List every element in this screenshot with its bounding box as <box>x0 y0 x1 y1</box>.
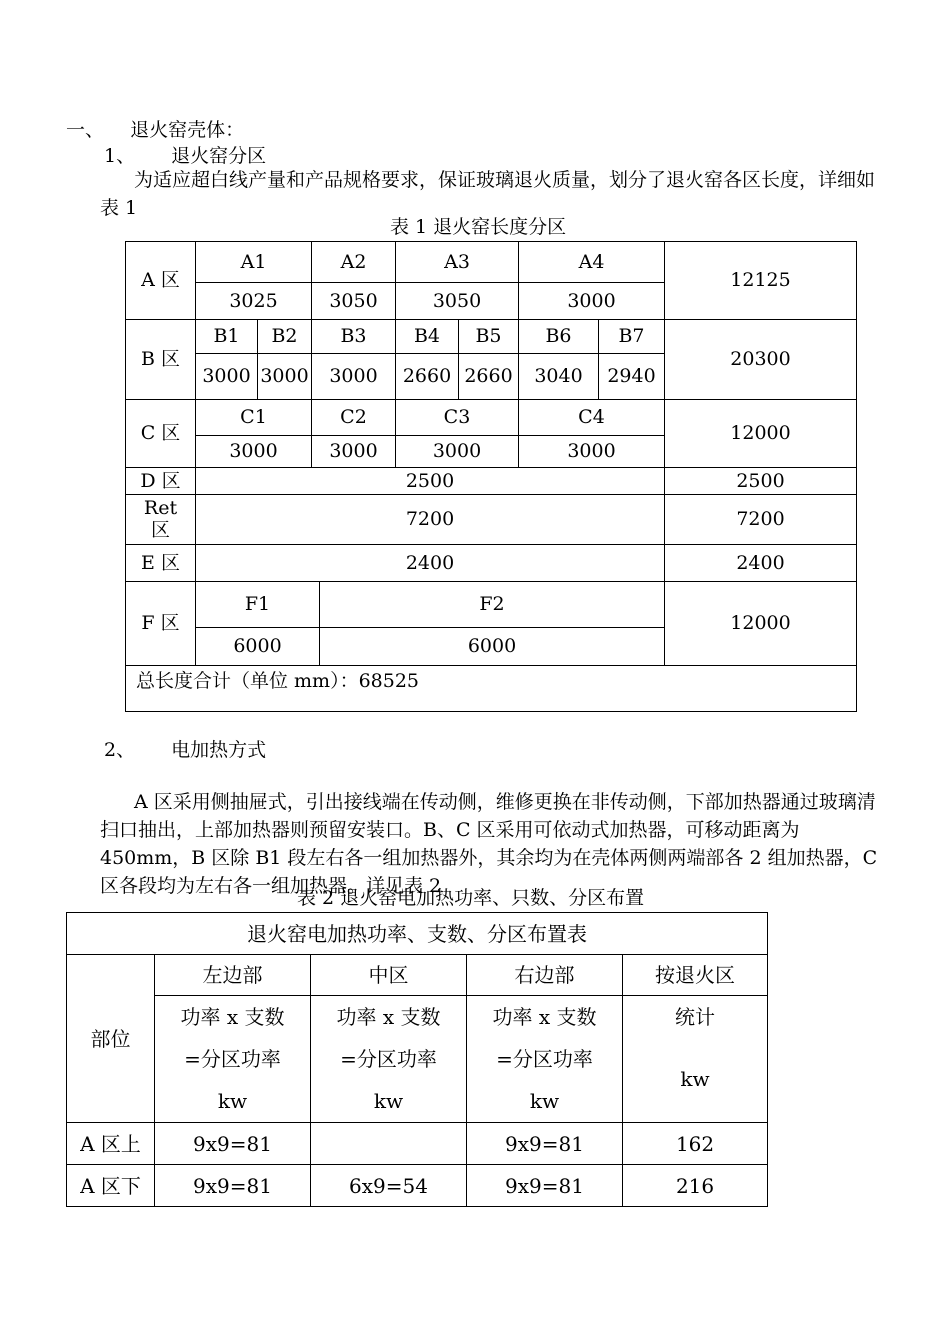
seg-b7: B7 <box>599 320 665 354</box>
subsection-number: 2、 <box>104 739 136 761</box>
heater-power-table <box>66 912 768 1207</box>
formula-line-1: 功率 x 支数 <box>180 1005 285 1029</box>
right-formula-header <box>467 996 623 1123</box>
formula-unit: kw <box>217 1089 248 1113</box>
val-b5: 2660 <box>459 354 519 400</box>
subsection-number: 1、 <box>104 145 136 167</box>
val-b1: 3000 <box>196 354 258 400</box>
seg-b6: B6 <box>519 320 599 354</box>
zone-e-total: 2400 <box>665 545 857 582</box>
formula-line-2: =分区功率 <box>496 1047 593 1071</box>
val-b3: 3000 <box>312 354 396 400</box>
section-number: 一、 <box>66 119 105 141</box>
zone-ret-value: 7200 <box>196 495 665 545</box>
left-formula-header <box>155 996 311 1123</box>
paragraph-1: 为适应超白线产量和产品规格要求，保证玻璃退火质量，划分了退火窑各区长度，详细如表 1 <box>100 169 876 219</box>
seg-b5: B5 <box>459 320 519 354</box>
zone-f-total: 12000 <box>665 582 857 666</box>
val-f2: 6000 <box>320 628 665 666</box>
seg-b1: B1 <box>196 320 258 354</box>
formula-line-2: =分区功率 <box>340 1047 437 1071</box>
val-b2: 3000 <box>258 354 312 400</box>
zone-a-label: A 区 <box>126 242 196 320</box>
stat-label: 统计 <box>675 1005 716 1029</box>
val-a1: 3025 <box>196 283 312 320</box>
zone-stat-header <box>623 996 768 1123</box>
mid-formula-header <box>311 996 467 1123</box>
seg-a2: A2 <box>312 242 396 283</box>
row-right: 9x9=81 <box>467 1123 623 1165</box>
formula-line-1: 功率 x 支数 <box>336 1005 441 1029</box>
zone-b-label: B 区 <box>126 320 196 400</box>
subsection-title: 电加热方式 <box>171 739 267 761</box>
row-mid <box>311 1123 467 1165</box>
row-total: 216 <box>623 1165 768 1207</box>
seg-c4: C4 <box>519 400 665 436</box>
val-b4: 2660 <box>396 354 459 400</box>
zone-ret-label: Ret 区 <box>126 495 196 545</box>
val-a3: 3050 <box>396 283 519 320</box>
table1-caption: 表 1 退火窑长度分区 <box>390 216 567 238</box>
seg-a4: A4 <box>519 242 665 283</box>
seg-b3: B3 <box>312 320 396 354</box>
seg-c3: C3 <box>396 400 519 436</box>
row-right: 9x9=81 <box>467 1165 623 1207</box>
zone-ret-total: 7200 <box>665 495 857 545</box>
row-part: A 区上 <box>67 1123 155 1165</box>
col-mid-header: 中区 <box>311 955 467 996</box>
section-heading <box>66 119 244 142</box>
zone-d-total: 2500 <box>665 468 857 495</box>
table2-title: 退火窑电加热功率、支数、分区布置表 <box>67 913 768 955</box>
subsection-title: 退火窑分区 <box>171 145 267 167</box>
row-left: 9x9=81 <box>155 1123 311 1165</box>
table-row <box>67 1165 768 1207</box>
formula-unit: kw <box>529 1089 560 1113</box>
row-total: 162 <box>623 1123 768 1165</box>
seg-c2: C2 <box>312 400 396 436</box>
val-b7: 2940 <box>599 354 665 400</box>
val-c3: 3000 <box>396 436 519 468</box>
seg-f1: F1 <box>196 582 320 628</box>
table1-footer: 总长度合计（单位 mm）：68525 <box>126 666 857 712</box>
formula-line-1: 功率 x 支数 <box>492 1005 597 1029</box>
table-row <box>67 1123 768 1165</box>
val-c1: 3000 <box>196 436 312 468</box>
formula-line-2: =分区功率 <box>184 1047 281 1071</box>
row-part: A 区下 <box>67 1165 155 1207</box>
seg-a1: A1 <box>196 242 312 283</box>
row-mid: 6x9=54 <box>311 1165 467 1207</box>
zone-length-table <box>125 241 857 712</box>
seg-f2: F2 <box>320 582 665 628</box>
val-f1: 6000 <box>196 628 320 666</box>
subsection-heading-1 <box>104 145 266 168</box>
formula-unit: kw <box>373 1089 404 1113</box>
seg-b4: B4 <box>396 320 459 354</box>
seg-a3: A3 <box>396 242 519 283</box>
val-b6: 3040 <box>519 354 599 400</box>
zone-d-value: 2500 <box>196 468 665 495</box>
zone-b-total: 20300 <box>665 320 857 400</box>
row-left: 9x9=81 <box>155 1165 311 1207</box>
val-c2: 3000 <box>312 436 396 468</box>
col-part-header: 部位 <box>67 955 155 1123</box>
zone-f-label: F 区 <box>126 582 196 666</box>
col-right-header: 右边部 <box>467 955 623 996</box>
table2-caption: 表 2 退火窑电加热功率、只数、分区布置 <box>297 887 645 909</box>
val-c4: 3000 <box>519 436 665 468</box>
zone-e-value: 2400 <box>196 545 665 582</box>
zone-a-total: 12125 <box>665 242 857 320</box>
section-title: 退火窑壳体： <box>130 119 245 141</box>
stat-unit: kw <box>680 1067 710 1091</box>
val-a2: 3050 <box>312 283 396 320</box>
seg-b2: B2 <box>258 320 312 354</box>
val-a4: 3000 <box>519 283 665 320</box>
zone-e-label: E 区 <box>126 545 196 582</box>
subsection-heading-2 <box>104 739 266 762</box>
zone-d-label: D 区 <box>126 468 196 495</box>
seg-c1: C1 <box>196 400 312 436</box>
zone-c-total: 12000 <box>665 400 857 468</box>
zone-c-label: C 区 <box>126 400 196 468</box>
col-left-header: 左边部 <box>155 955 311 996</box>
col-zone-header: 按退火区 <box>623 955 768 996</box>
paragraph-2: A 区采用侧抽屉式，引出接线端在传动侧，维修更换在非传动侧，下部加热器通过玻璃清扫口抽出，上部加热器则预留安装口。B、C 区采用可依动式加热器，可移动距离为 450mm，B 区除 B1 段左右各一组加热器外，其余均为在壳体两侧两端部各 2 组加热器，C 区各段均为左右各一组加热器。详见表 2 <box>100 791 878 897</box>
